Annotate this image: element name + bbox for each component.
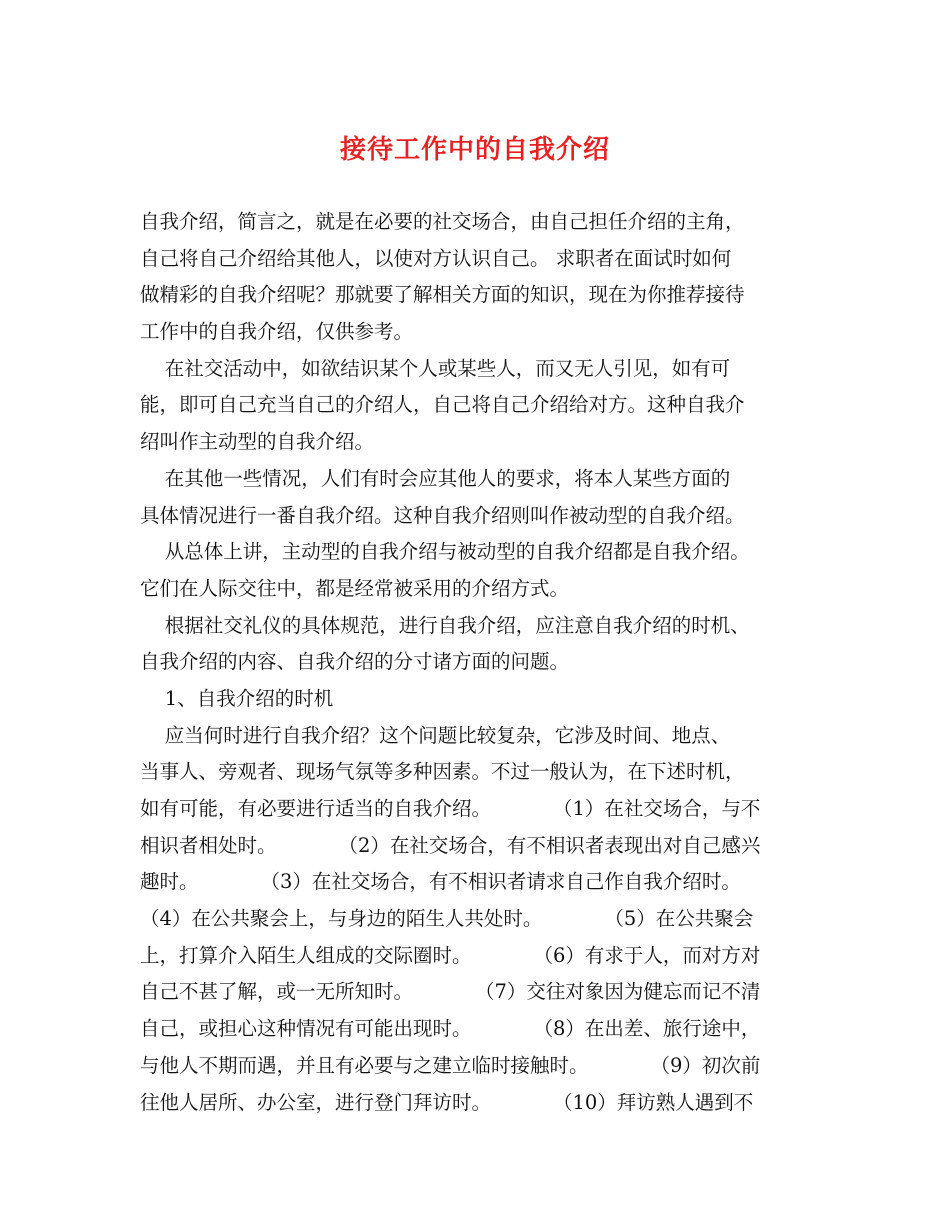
text-line: 能，即可自己充当自己的介绍人，自己将自己介绍给对方。这种自我介 bbox=[140, 393, 745, 417]
text-line: 自己将自己介绍给其他人，以使对方认识自己。 求职者在面试时如何 bbox=[140, 246, 732, 270]
text-line: 自己，或担心这种情况有可能出现时。 （8）在出差、旅行途中， bbox=[140, 1017, 761, 1041]
text-line: 自我介绍，简言之，就是在必要的社交场合，由自己担任介绍的主角， bbox=[140, 210, 745, 233]
text-line: 它们在人际交往中，都是经常被采用的介绍方式。 bbox=[140, 576, 570, 600]
text-line: 如有可能，有必要进行适当的自我介绍。 （1）在社交场合，与不 bbox=[140, 797, 761, 820]
text-line: 相识者相处时。 （2）在社交场合，有不相识者表现出对自己感兴 bbox=[140, 833, 761, 857]
text-line: 绍叫作主动型的自我介绍。 bbox=[140, 430, 375, 454]
text-line: 在社交活动中，如欲结识某个人或某些人，而又无人引见，如有可 bbox=[140, 356, 731, 380]
text-line: 具体情况进行一番自我介绍。这种自我介绍则叫作被动型的自我介绍。 bbox=[140, 503, 745, 527]
text-line: 与他人不期而遇，并且有必要与之建立临时接触时。 （9）初次前 bbox=[140, 1053, 761, 1077]
text-line: 做精彩的自我介绍呢？那就要了解相关方面的知识，现在为你推荐接待 bbox=[140, 283, 745, 307]
section-heading: 1、自我介绍的时机 bbox=[140, 686, 334, 710]
text-line: 趣时。 （3）在社交场合，有不相识者请求自己作自我介绍时。 bbox=[140, 870, 741, 894]
document-title: 接待工作中的自我介绍 bbox=[339, 135, 610, 165]
document-body bbox=[140, 204, 816, 1121]
text-line: 自己不甚了解，或一无所知时。 （7）交往对象因为健忘而记不清 bbox=[140, 980, 761, 1004]
text-line: 应当何时进行自我介绍？这个问题比较复杂，它涉及时间、地点、 bbox=[140, 723, 731, 747]
text-line: 在其他一些情况，人们有时会应其他人的要求，将本人某些方面的 bbox=[140, 466, 731, 490]
text-line: 上，打算介入陌生人组成的交际圈时。 （6）有求于人，而对方对 bbox=[140, 943, 761, 967]
text-line: 根据社交礼仪的具体规范，进行自我介绍，应注意自我介绍的时机、 bbox=[140, 613, 750, 637]
text-line: 从总体上讲，主动型的自我介绍与被动型的自我介绍都是自我介绍。 bbox=[140, 540, 750, 564]
text-line: 当事人、旁观者、现场气氛等多种因素。不过一般认为，在下述时机， bbox=[140, 760, 745, 784]
text-line: 自我介绍的内容、自我介绍的分寸诸方面的问题。 bbox=[140, 650, 570, 674]
text-line: （4）在公共聚会上，与身边的陌生人共处时。 （5）在公共聚会 bbox=[140, 907, 754, 931]
text-line: 工作中的自我介绍，仅供参考。 bbox=[140, 320, 414, 344]
text-line: 往他人居所、办公室，进行登门拜访时。 （10）拜访熟人遇到不 bbox=[140, 1090, 754, 1114]
